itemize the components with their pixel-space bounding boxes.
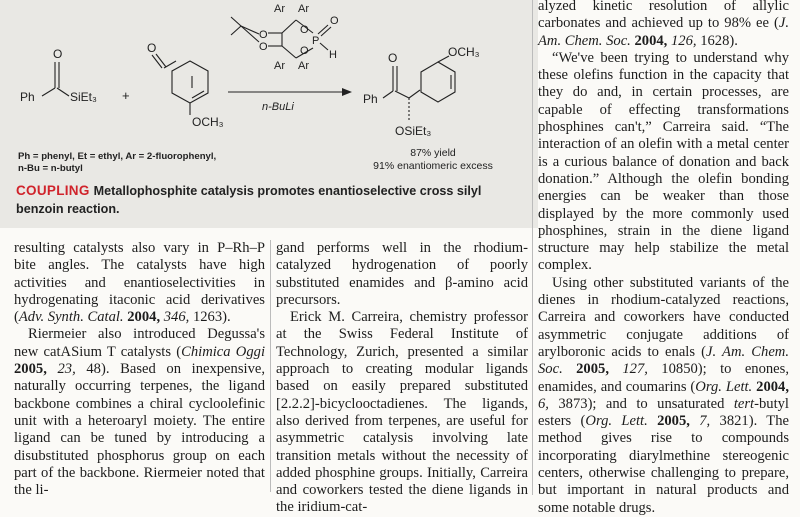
- methoxy-label: OCH₃: [192, 115, 224, 129]
- ring-oxygen-label: O: [259, 41, 268, 53]
- base-label: n-BuLi: [262, 101, 294, 113]
- paragraph: gand performs well in the rhodium-catalyzed hydrogenation of poorly substituted enamides and β-amino acid precursors.: [276, 240, 528, 308]
- aryl-label: Ar: [298, 3, 309, 15]
- paragraph: [14, 240, 265, 326]
- citation-volume: 126,: [670, 32, 697, 49]
- citation-journal: Chimica Oggi: [181, 343, 265, 360]
- aryl-label: Ar: [298, 60, 309, 72]
- plus-sign: +: [122, 88, 130, 103]
- text-run: 1263).: [192, 309, 231, 326]
- legend-line: Ph = phenyl, Et = ethyl, Ar = 2-fluorophenyl,: [18, 151, 217, 162]
- ring-oxygen-label: O: [300, 24, 309, 36]
- caption-keyword: COUPLING: [16, 183, 90, 198]
- caption-text: Metallophosphite catalysis promotes enantioselective cross silyl benzoin reaction.: [16, 184, 482, 216]
- acylsilane-structure: [42, 62, 69, 96]
- abbreviation-legend: [18, 151, 258, 175]
- aryl-label: Ar: [274, 60, 285, 72]
- product-silyl-ether-label: OSiEt₃: [395, 124, 432, 138]
- citation-journal: J. Am. Chem. Soc.: [538, 15, 789, 49]
- text-column-3: [538, 0, 789, 517]
- yield-text: 87% yield: [410, 147, 456, 159]
- citation-volume: 23,: [57, 361, 76, 378]
- paragraph: Erick M. Carreira, chemistry professor at the Swiss Federal Institute of Technology, Zurich, presented a similar approach to creating modular ligands based on easily prepared substituted [2.2.2]-bicyclooctadienes. The ligands, also derived from terpenes, are useful for asymmetric catalysis involving late transition metals without the necessity of added phosphine groups. Initially, Carreira and coworkers tested the diene ligands in the iridium-cat-: [276, 309, 528, 516]
- silyl-label: SiEt₃: [70, 90, 97, 104]
- citation-year: 2004,: [634, 32, 668, 49]
- paragraph: [14, 326, 265, 499]
- citation-volume: 7,: [699, 413, 711, 430]
- product-structure: [383, 56, 455, 122]
- text-run: 10850); to enones, enamides, and coumarins (: [538, 361, 789, 395]
- yield-block: [368, 147, 498, 172]
- column-divider: [532, 0, 533, 495]
- ring-oxygen-label: O: [259, 29, 268, 41]
- text-column-2: [276, 240, 528, 517]
- aldehyde-oxygen-label: O: [147, 41, 157, 55]
- product-oxygen-label: O: [388, 51, 398, 65]
- oxygen-label: O: [53, 47, 63, 61]
- text-run: 3821). The method gives rise to compounds incorporating diarylmethine stereogenic centers, otherwise challenging to prepare, but important in natural products and some notable drugs.: [538, 413, 789, 516]
- hydride-label: H: [329, 49, 337, 61]
- phenyl-label: Ph: [20, 90, 35, 104]
- paragraph: [538, 275, 789, 517]
- reaction-arrow: [228, 88, 352, 96]
- citation-volume: 127,: [622, 361, 648, 378]
- product-phenyl-label: Ph: [363, 92, 378, 106]
- citation-year: 2005,: [576, 361, 609, 378]
- aryl-label: Ar: [274, 3, 285, 15]
- paragraph: [538, 0, 789, 50]
- text-run: -butyl esters (: [538, 395, 789, 430]
- paragraph: “We've been trying to understand why these olefins function in the capacity that they do and, in certain processes, are capable of effecting transformations phosphines can't,” Carreira said. “The interaction of an olefin with a metal center is a curious balance of donation and back donation.” Although the olefin bonding energies can be weaker than those displayed by the more commonly used phosphines, strain in the diene ligand structure may help stabilize the metal complex.: [538, 49, 789, 274]
- phosphorus-label: P: [312, 35, 320, 47]
- anisaldehyde-structure: [152, 54, 208, 115]
- text-run: Using other substituted variants of the dienes in rhodium-catalyzed reactions, Carreira and coworkers have conducted asymmetric conjugate additions of arylboronic acids to enals (: [538, 274, 789, 360]
- citation-journal: Org. Lett.: [695, 378, 753, 395]
- citation-year: 2004,: [127, 309, 161, 326]
- citation-volume: 346,: [163, 309, 190, 326]
- citation-year: 2005,: [657, 413, 690, 430]
- ring-oxygen-label: O: [300, 45, 309, 57]
- citation-journal: Org. Lett.: [585, 413, 648, 430]
- italic-term: tert: [733, 395, 755, 412]
- citation-journal: Adv. Synth. Catal.: [18, 309, 124, 326]
- phosphoryl-oxygen-label: O: [330, 15, 339, 27]
- citation-year: 2005,: [14, 361, 47, 378]
- text-run: 3873); and to unsaturated: [558, 395, 734, 412]
- reaction-figure: [0, 0, 538, 228]
- ee-text: 91% enantiomeric excess: [373, 159, 493, 172]
- legend-line: n-Bu = n-butyl: [18, 163, 83, 174]
- text-run: Riermeier also introduced Degussa's new catASium T catalysts (: [14, 326, 265, 360]
- citation-volume: 6,: [538, 395, 549, 412]
- text-run: resulting catalysts also vary in P–Rh–P bite angles. The catalysts have high activities and enantioselectivities in hydrogenating itaconic acid derivatives (: [14, 240, 265, 326]
- text-run: alyzed kinetic resolution of allylic carbonates and achieved up to 98% ee (: [538, 0, 789, 32]
- text-run: 48). Based on inexpensive, naturally occurring terpenes, the ligand backbone combines a chiral cycloolefinic unit with a heteroaryl moiety. The entire ligand can be tuned by introducing a disubstituted phosphorus group on each part of the backbone. Riermeier noted that the li-: [14, 361, 265, 499]
- text-run: 1628).: [700, 32, 738, 49]
- text-column-1: [14, 240, 265, 499]
- citation-year: 2004,: [756, 378, 789, 395]
- citation-journal: J. Am. Chem. Soc.: [538, 343, 789, 378]
- column-divider: [270, 240, 271, 492]
- product-methoxy-label: OCH₃: [448, 45, 480, 59]
- figure-caption: [16, 182, 526, 218]
